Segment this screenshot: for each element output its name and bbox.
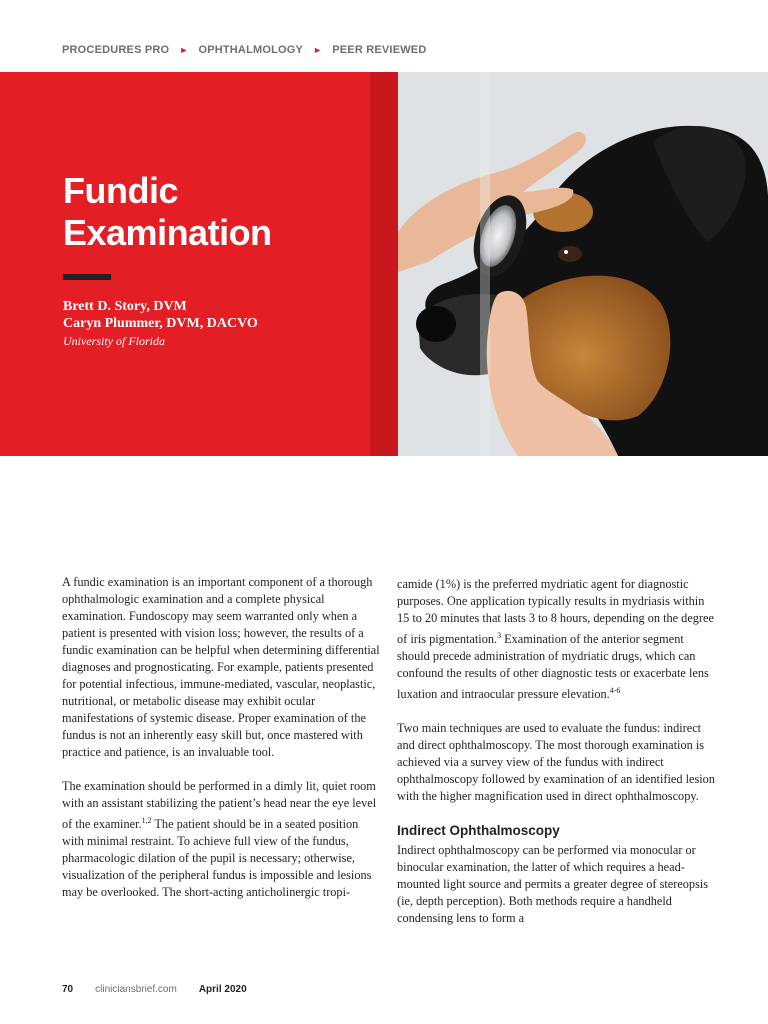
title-divider — [63, 274, 111, 280]
author-2: Caryn Plummer, DVM, DACVO — [63, 316, 258, 331]
paragraph: Indirect ophthalmoscopy can be performed via monocular or binocular examination, the latter of which requires a head-mounted light source and permits a greater degree of stereopsis (ie, depth perception). Both methods require a handheld condensing lens to form a — [397, 843, 709, 926]
paragraph — [62, 778, 380, 901]
article-title — [63, 170, 363, 254]
author-affiliation: University of Florida — [63, 334, 165, 348]
breadcrumb-item-procedures-pro[interactable]: PROCEDURES PRO — [62, 44, 170, 56]
paragraph-text: camide (1%) is the preferred mydriatic agent for diagnostic purposes. One application typically results in mydriasis within 15 to 20 minutes that lasts 3 to 8 hours, depending on the degree of iris pigmentation. — [397, 577, 714, 647]
paragraph — [397, 576, 715, 703]
paragraph: A fundic examination is an important component of a thorough ophthalmologic examination and a complete physical examination. Fundoscopy may seem warranted only when a patient is presented with vision loss; however, the results of a fundic examination can be helpful when determining differential diagnoses and prognosticating. For example, patients presented for potential infectious, immune-mediated, vascular, neoplastic, nutritional, or metabolic disease may exhibit ocular manifestations of systemic disease. Proper examination of the fundus is not an inherently easy skill but, once mastered with practice and patience, is an invaluable tool. — [62, 575, 380, 759]
section-heading: Indirect Ophthalmoscopy — [397, 823, 560, 839]
citation-ref: 4-6 — [609, 686, 621, 696]
page-footer — [62, 984, 247, 995]
paragraph: Two main techniques are used to evaluate the fundus: indirect and direct ophthalmoscopy. The most thorough examination is achieved via a survey view of the fundus with indirect ophthalmoscopy followed by examination of an identified lesion with the higher magnification used in direct ophthalmoscopy. — [397, 721, 715, 804]
author-list — [63, 298, 258, 332]
website-link[interactable]: cliniciansbrief.com — [95, 984, 177, 995]
citation-ref: 3 — [497, 631, 502, 640]
breadcrumb-item-peer-reviewed[interactable]: PEER REVIEWED — [332, 44, 427, 56]
article-column-left — [62, 574, 380, 918]
hero-red-band — [370, 72, 398, 456]
citation-ref: 1,2 — [141, 816, 152, 825]
article-title-line2: Examination — [63, 212, 272, 253]
article-title-line1: Fundic — [63, 170, 178, 211]
chevron-right-icon: ► — [313, 45, 323, 55]
breadcrumb-item-ophthalmology[interactable]: OPHTHALMOLOGY — [198, 44, 304, 56]
page-number: 70 — [62, 984, 74, 995]
paragraph-text: The patient should be in a seated position with minimal restraint. To achieve full view of the fundus, pharmacologic dilation of the pupil is necessary; otherwise, visualization of the peripheral fundus is impossible and lesions may be overlooked. The short-acting anticholinergic tropi- — [62, 817, 372, 900]
article-column-right — [397, 576, 715, 944]
hero-red-panel — [0, 72, 398, 456]
paragraph-text: The examination should be performed in a dimly lit, quiet room with an assistant stabilizing the patient’s head near the eye level of the examiner. — [62, 779, 377, 832]
issue-date: April 2020 — [198, 984, 247, 995]
breadcrumb — [62, 44, 427, 56]
dog-eye-exam-illustration — [398, 72, 768, 456]
paragraph-text: Examination of the anterior segment should precede administration of mydriatic drugs, which can confound the results of other diagnostic tests or exacerbate lens luxation and intraocular pressure elevation. — [397, 632, 709, 702]
author-1: Brett D. Story, DVM — [63, 299, 187, 314]
dog-eye-exam-photo — [398, 72, 768, 456]
chevron-right-icon: ► — [179, 45, 189, 55]
